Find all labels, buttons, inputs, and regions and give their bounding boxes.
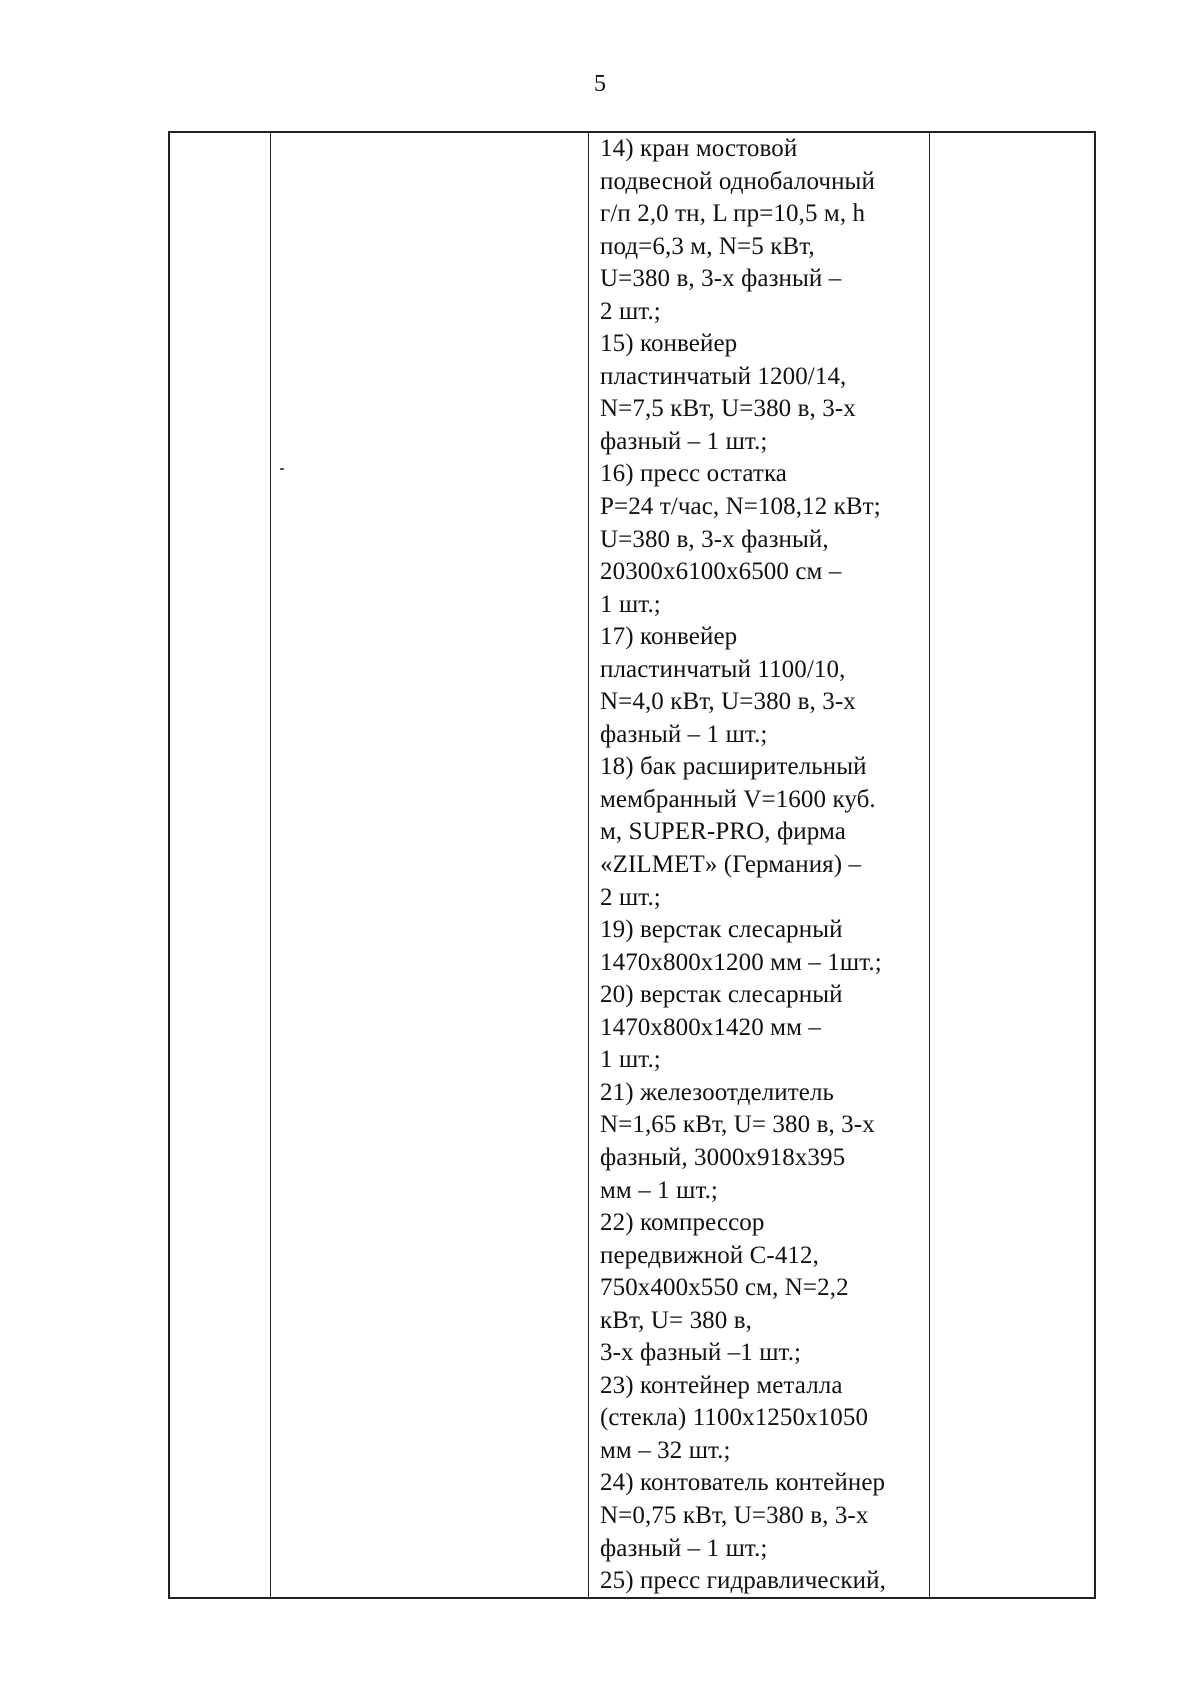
equipment-line: м, SUPER-PRO, фирма [600, 818, 846, 846]
column-divider-1 [270, 133, 271, 1597]
equipment-line: Р=24 т/час, N=108,12 кВт; [600, 493, 881, 521]
equipment-line: г/п 2,0 тн, L пр=10,5 м, h [600, 200, 866, 228]
equipment-line: 20) верстак слесарный [600, 981, 843, 1009]
equipment-line: подвесной однобалочный [600, 167, 875, 195]
equipment-line: фазный – 1 шт.; [600, 720, 768, 748]
equipment-line: 20300х6100х6500 см – [600, 558, 842, 586]
equipment-line: 24) контователь контейнер [600, 1469, 886, 1497]
equipment-line: 22) компрессор [600, 1209, 765, 1237]
equipment-list-cell [600, 133, 930, 1599]
equipment-line: 23) контейнер металла [600, 1371, 843, 1399]
equipment-line: 1 шт.; [600, 1046, 661, 1074]
equipment-line: U=380 в, 3-х фазный, [600, 525, 829, 553]
equipment-line: 1470х800х1420 мм – [600, 1013, 821, 1041]
equipment-line: кВт, U= 380 в, [600, 1306, 752, 1334]
equipment-line: N=4,0 кВт, U=380 в, 3-х [600, 688, 856, 716]
equipment-line: «ZILMET» (Германия) – [600, 851, 862, 879]
equipment-line: пластинчатый 1200/14, [600, 362, 847, 390]
equipment-line: 17) конвейер [600, 623, 738, 651]
equipment-line: 15) конвейер [600, 330, 738, 358]
equipment-line: фазный, 3000х918х395 [600, 1143, 846, 1171]
equipment-line: мм – 1 шт.; [600, 1176, 718, 1204]
equipment-line: 14) кран мостовой [600, 135, 798, 162]
equipment-line: 16) пресс остатка [600, 460, 788, 488]
equipment-table [168, 131, 1096, 1599]
equipment-line: мембранный V=1600 куб. [600, 785, 876, 813]
equipment-line: фазный – 1 шт.; [600, 427, 768, 455]
equipment-line: 21) железоотделитель [600, 1078, 835, 1106]
page-number: 5 [594, 71, 606, 97]
equipment-line: N=0,75 кВт, U=380 в, 3-х [600, 1501, 869, 1529]
equipment-line: (стекла) 1100х1250х1050 [600, 1404, 869, 1432]
equipment-line: мм – 32 шт.; [600, 1436, 731, 1464]
equipment-line: под=6,3 м, N=5 кВт, [600, 232, 815, 260]
equipment-line: U=380 в, 3-х фазный – [600, 265, 842, 293]
equipment-line: N=7,5 кВт, U=380 в, 3-х [600, 395, 856, 423]
equipment-line: 25) пресс гидравлический, [600, 1567, 886, 1595]
equipment-line: 750х400х550 см, N=2,2 [600, 1274, 849, 1302]
equipment-line: 18) бак расширительный [600, 753, 867, 781]
equipment-line: 3-х фазный –1 шт.; [600, 1339, 802, 1367]
equipment-line: 2 шт.; [600, 883, 661, 911]
equipment-line: 1 шт.; [600, 590, 661, 618]
equipment-line: N=1,65 кВт, U= 380 в, 3-х [600, 1111, 875, 1139]
equipment-line: пластинчатый 1100/10, [600, 655, 846, 683]
equipment-line: передвижной С-412, [600, 1241, 819, 1269]
equipment-line: 2 шт.; [600, 297, 661, 325]
column-divider-2 [588, 133, 589, 1597]
equipment-line: 1470х800х1200 мм – 1шт.; [600, 948, 882, 976]
equipment-line: фазный – 1 шт.; [600, 1534, 768, 1562]
equipment-line: 19) верстак слесарный [600, 916, 843, 944]
